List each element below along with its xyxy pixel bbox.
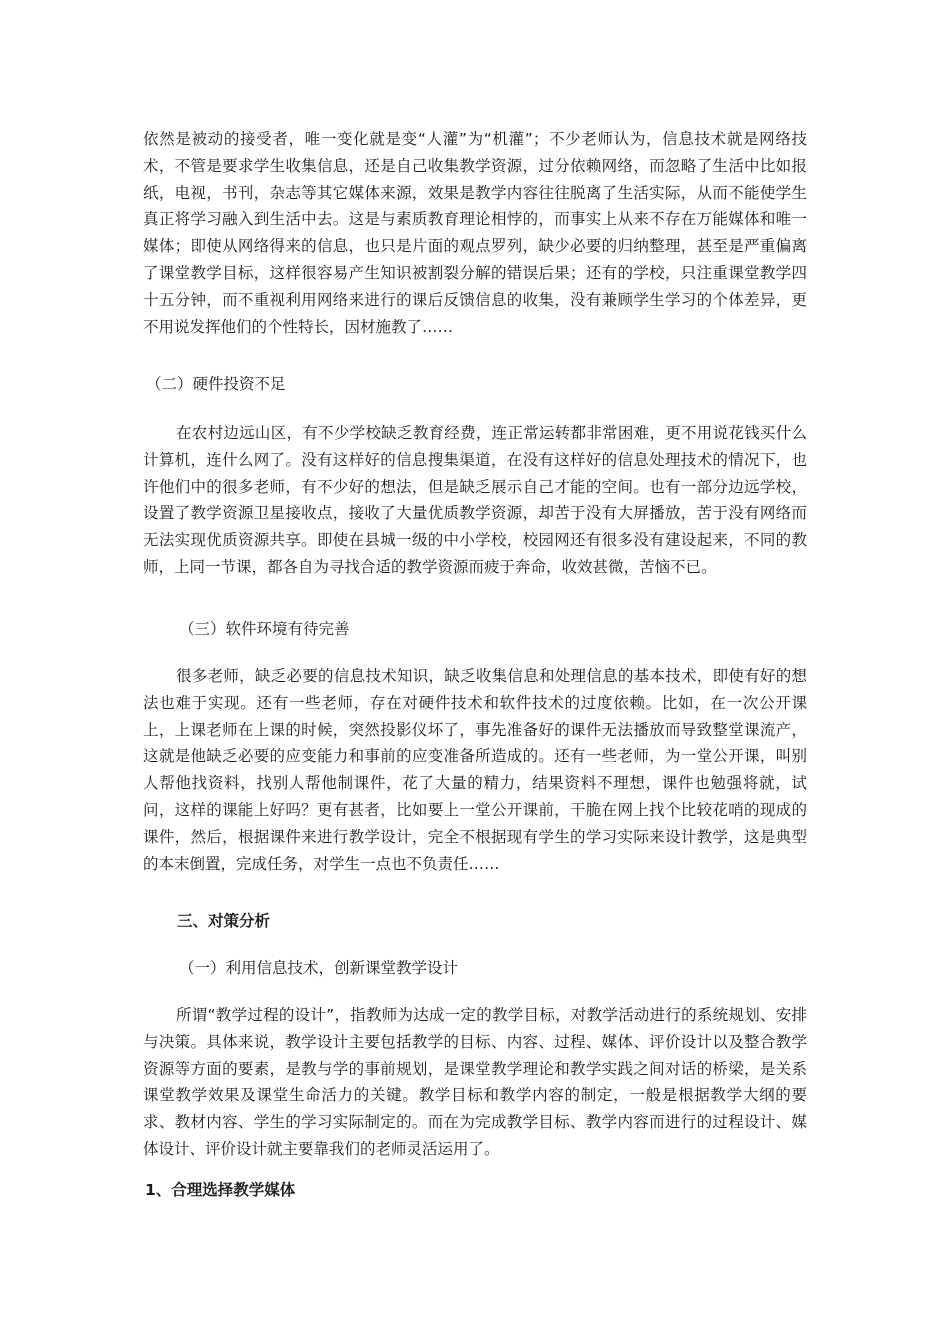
- heading-software-environment: （三）软件环境有待完善: [179, 620, 350, 638]
- paragraph-software-environment: 很多老师，缺乏必要的信息技术知识，缺乏收集信息和处理信息的基本技术，即使有好的想法也难于实现。还有一些老师，存在对硬件技术和软件技术的过度依赖。比如，在一次公开课上，上课老师在上课的时候，突然投影仪坏了，事先准备好的课件无法播放而导致整堂课流产，这就是他缺乏必要的应变能力和事前的应变准备所造成的。还有一些老师，为一堂公开课，叫别人帮他找资料，找别人帮他制课件，花了大量的精力，结果资料不理想，课件也勉强将就，试问，这样的课能上好吗？更有甚者，比如要上一堂公开课前，干脆在网上找个比较花哨的现成的课件，然后，根据课件来进行教学设计，完全不根据现有学生的学习实际来设计教学，这是典型的本末倒置，完成任务，对学生一点也不负责任……: [143, 667, 807, 873]
- subheading-select-media: 1、合理选择教学媒体: [145, 1181, 296, 1199]
- paragraph-hardware-investment: 在农村边远山区，有不少学校缺乏教育经费，连正常运转都非常困难，更不用说花钱买什么计算机，连什么网了。没有这样好的信息搜集渠道，在没有这样好的信息处理技术的情况下，也许他们中的很多老师，有不少好的想法，但是缺乏展示自己才能的空间。也有一部分边远学校，设置了教学资源卫星接收点，接收了大量优质教学资源，却苦于没有大屏播放，苦于没有网络而无法实现优质资源共享。即使在县城一级的中小学校，校园网还有很多没有建设起来，不同的教师，上同一节课，都各自为寻找合适的教学资源而疲于奔命，收效甚微，苦恼不已。: [143, 424, 807, 576]
- paragraph-teaching-design: 所谓“教学过程的设计”，指教师为达成一定的教学目标，对教学活动进行的系统规划、安排与决策。具体来说，教学设计主要包括教学的目标、内容、过程、媒体、评价设计以及整合教学资源等方面的要素，是教与学的事前规划，是课堂教学理论和教学实践之间对话的桥梁，是关系课堂教学效果及课堂生命活力的关键。教学目标和教学内容的制定，一般是根据教学大纲的要求、教材内容、学生的学习实际制定的。而在为完成教学目标、教学内容而进行的过程设计、媒体设计、评价设计就主要靠我们的老师灵活运用了。: [143, 1006, 807, 1158]
- heading-hardware-investment: （二）硬件投资不足: [146, 375, 286, 393]
- section-heading-countermeasures: 三、对策分析: [177, 912, 271, 930]
- paragraph-information-overreliance: 依然是被动的接受者，唯一变化就是变“人灌”为“机灌”；不少老师认为，信息技术就是网络技术，不管是要求学生收集信息，还是自己收集教学资源，过分依赖网络，而忽略了生活中比如报纸，电视，书刊，杂志等其它媒体来源，效果是教学内容往往脱离了生活实际，从而不能使学生真正将学习融入到生活中去。这是与素质教育理论相悖的，而事实上从来不存在万能媒体和唯一媒体；即使从网络得来的信息，也只是片面的观点罗列，缺少必要的归纳整理，甚至是严重偏离了课堂教学目标，这样很容易产生知识被割裂分解的错误后果；还有的学校，只注重课堂教学四十五分钟，而不重视利用网络来进行的课后反馈信息的收集，没有兼顾学生学习的个体差异，更不用说发挥他们的个性特长，因材施教了……: [143, 130, 807, 336]
- heading-innovate-teaching-design: （一）利用信息技术，创新课堂教学设计: [179, 959, 459, 977]
